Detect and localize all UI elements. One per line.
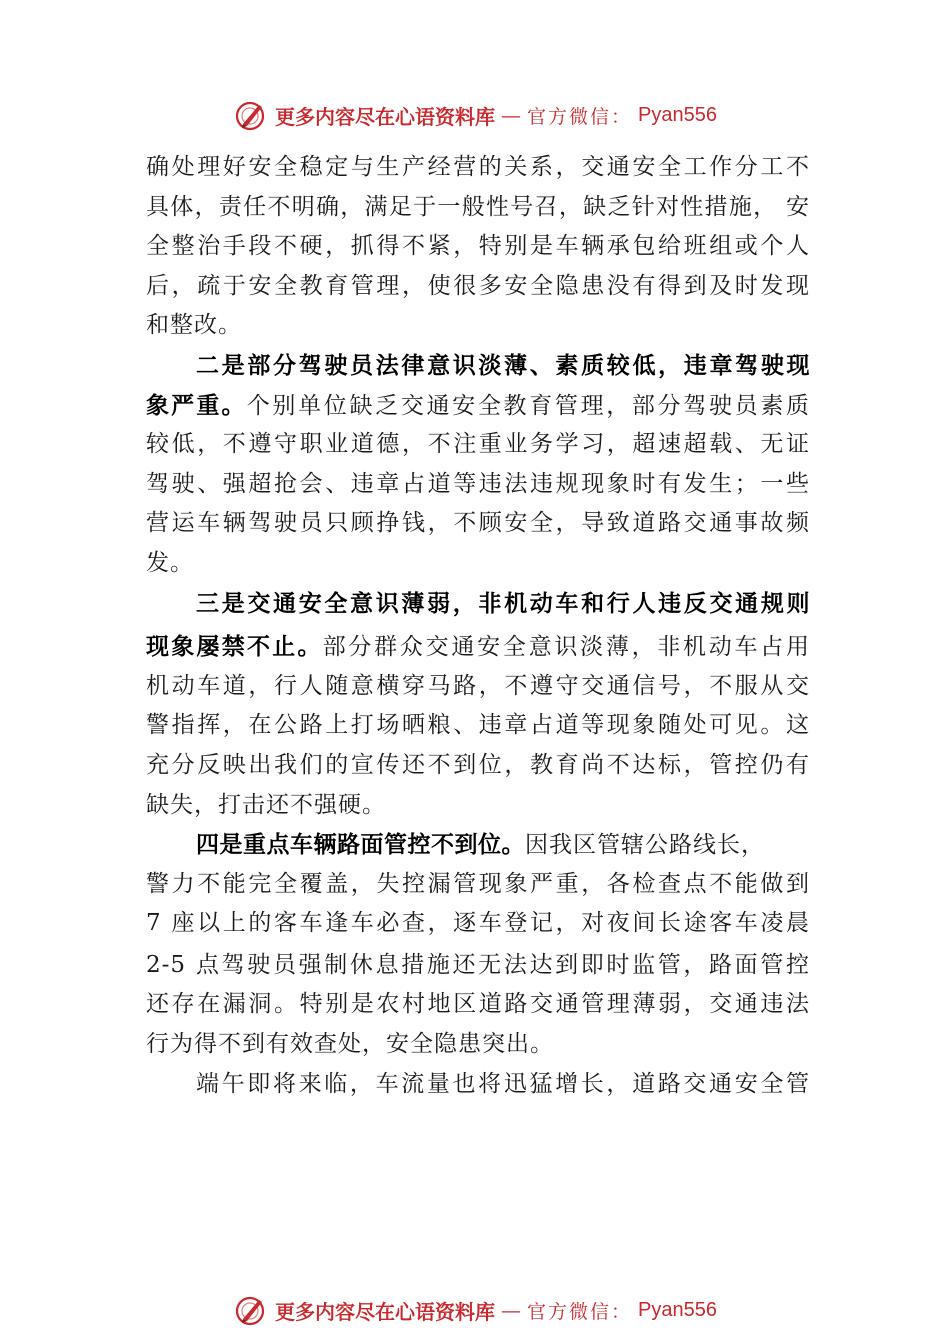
heading-text: 象严重。: [146, 391, 247, 419]
footer-banner: [0, 1290, 950, 1330]
text-line: 发。: [146, 549, 194, 576]
text-line: 驾驶、强超抢会、违章占道等违法违规现象时有发生；一些: [146, 470, 810, 497]
text-line: [146, 386, 810, 426]
official-wechat-label: 官方微信：: [527, 1300, 633, 1323]
text-line: 具体，责任不明确，满足于一般性号召，缺乏针对性措施， 安: [146, 193, 810, 220]
text-line: 确处理好安全稳定与生产经营的关系，交通安全工作分工不: [146, 154, 810, 180]
text-line: 端午即将来临，车流量也将迅猛增长，道路交通安全管: [196, 1070, 810, 1097]
paragraph-heading: [146, 825, 810, 865]
heading-text: 三是交通安全意识薄弱，非机动车和行人违反交通规则: [196, 589, 810, 617]
text-line: 和整改。: [146, 312, 242, 339]
header-banner: [0, 95, 950, 135]
paragraph-heading: [146, 584, 810, 624]
official-wechat-label: 官方微信：: [527, 105, 633, 128]
pen-circle-logo-icon: [233, 97, 269, 133]
text-line: [146, 627, 810, 667]
heading-text: 四是重点车辆路面管控不到位。: [196, 831, 525, 859]
text-line: 警力不能完全覆盖，失控漏管现象严重，各检查点不能做到: [146, 870, 810, 897]
heading-text: 现象屡禁不止。: [146, 633, 323, 661]
text-line: 充分反映出我们的宣传还不到位，教育尚不达标，管控仍有: [146, 751, 810, 778]
pen-circle-logo-icon: [233, 1292, 269, 1328]
heading-text: 二是部分驾驶员法律意识淡薄、素质较低，违章驾驶现: [196, 351, 810, 379]
text-line: 2-5 点驾驶员强制休息措施还无法达到即时监管，路面管控: [146, 951, 810, 978]
text-span: 个别单位缺乏交通安全教育管理，部分驾驶员素质: [246, 392, 810, 419]
text-line: 后，疏于安全教育管理，使很多安全隐患没有得到及时发现: [146, 272, 810, 299]
text-line: 机动车道，行人随意横穿马路，不遵守交通信号，不服从交: [146, 672, 810, 699]
document-body: [146, 148, 810, 1104]
separator-dash: —: [501, 103, 521, 127]
text-line: 缺失，打击还不强硬。: [146, 791, 386, 818]
wechat-id: Pyan556: [638, 103, 717, 126]
text-line: 行为得不到有效查处，安全隐患突出。: [146, 1031, 554, 1058]
text-span: 部分群众交通安全意识淡薄，非机动车占用: [322, 634, 810, 661]
text-span: 因我区管辖公路线长，: [525, 832, 765, 859]
brand-name: 更多内容尽在心语资料库: [275, 1299, 495, 1324]
brand-name: 更多内容尽在心语资料库: [275, 104, 495, 129]
text-line: 7 座以上的客车逢车必查，逐车登记，对夜间长途客车凌晨: [146, 910, 810, 937]
text-line: 警指挥，在公路上打场晒粮、违章占道等现象随处可见。这: [146, 712, 810, 739]
paragraph-heading: [146, 346, 810, 386]
text-line: 全整治手段不硬，抓得不紧，特别是车辆承包给班组或个人: [146, 233, 810, 260]
text-line: 还存在漏洞。特别是农村地区道路交通管理薄弱，交通违法: [146, 991, 810, 1018]
separator-dash: —: [501, 1298, 521, 1322]
text-line: 较低，不遵守职业道德，不注重业务学习，超速超载、无证: [146, 431, 810, 458]
wechat-id: Pyan556: [638, 1298, 717, 1321]
text-line: 营运车辆驾驶员只顾挣钱，不顾安全，导致道路交通事故频: [146, 510, 810, 537]
